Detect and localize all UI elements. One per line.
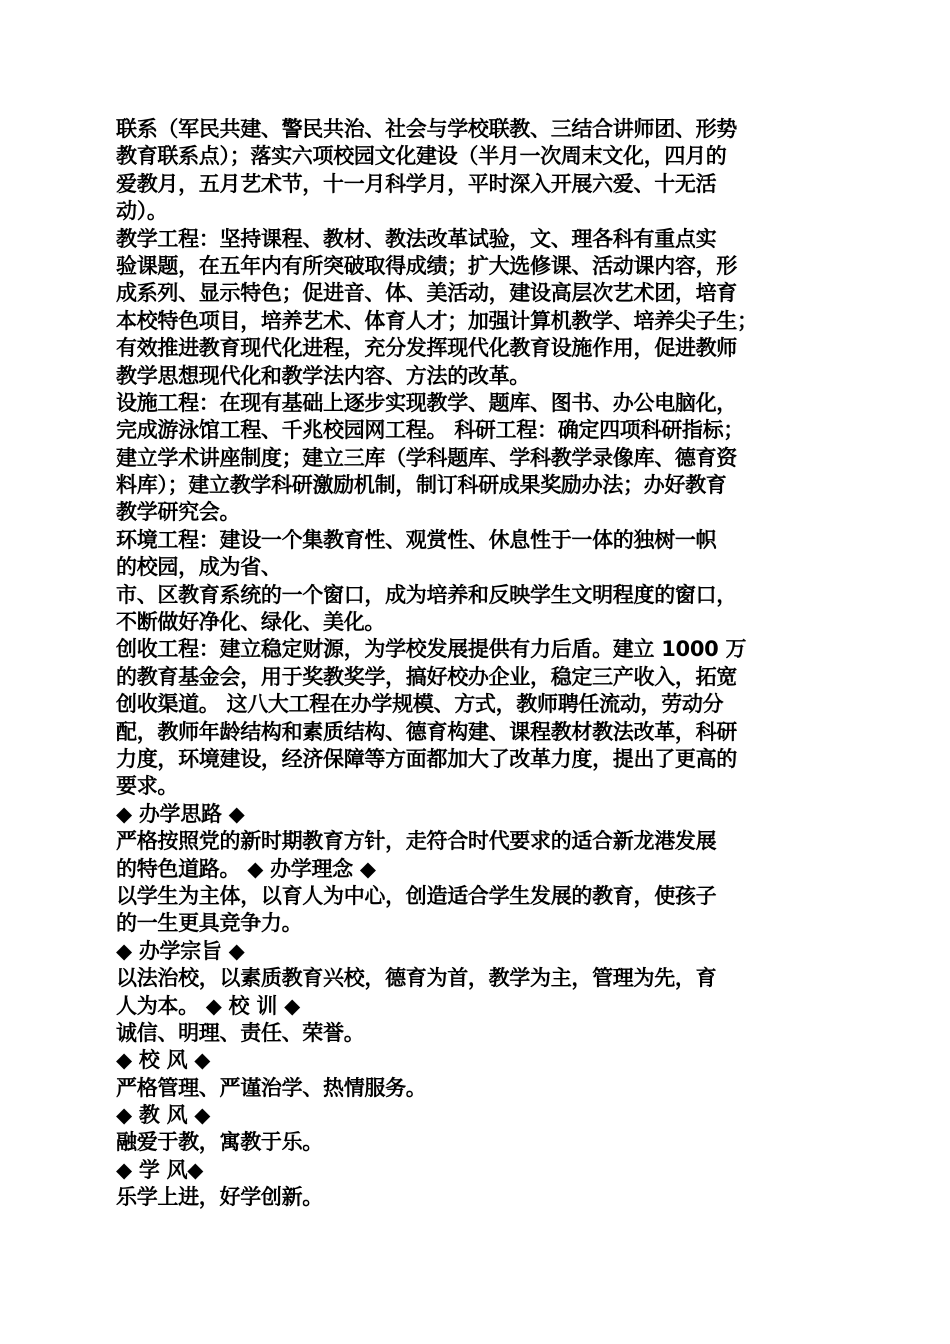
text-line: 市、区教育系统的一个窗口，成为培养和反映学生文明程度的窗口， (116, 582, 737, 607)
text-line: 乐学上进，好学创新。 (116, 1185, 323, 1210)
text-line: 人为本。 ◆ 校 训 ◆ (116, 993, 300, 1018)
text-line: 成系列、显示特色；促进音、体、美活动，建设高层次艺术团，培育 (116, 281, 737, 306)
text-line: 诚信、明理、责任、荣誉。 (116, 1020, 365, 1045)
text-line: 的特色道路。 ◆ 办学理念 ◆ (116, 856, 376, 881)
text-line: 教学工程：坚持课程、教材、教法改革试验，文、理各科有重点实 (116, 226, 717, 251)
section-heading: ◆ 学 风◆ (116, 1157, 204, 1182)
text-line: 严格按照党的新时期教育方针，走符合时代要求的适合新龙港发展 (116, 829, 717, 854)
text-line: 融爱于教，寓教于乐。 (116, 1130, 323, 1155)
text-line: 教学思想现代化和教学法内容、方法的改革。 (116, 363, 530, 388)
text-line: 本校特色项目，培养艺术、体育人才；加强计算机教学、培养尖子生； (116, 308, 758, 333)
text-line: 以学生为主体，以育人为中心，创造适合学生发展的教育，使孩子 (116, 883, 717, 908)
text-line: 建立学术讲座制度；建立三库（学科题库、学科教学录像库、德育资 (116, 445, 737, 470)
text-line: 力度，环境建设，经济保障等方面都加大了改革力度，提出了更高的 (116, 746, 737, 771)
text-line: 的教育基金会，用于奖教奖学，搞好校办企业，稳定三产收入，拓宽 (116, 664, 737, 689)
text-line: 创收工程：建立稳定财源，为学校发展提供有力后盾。建立 1000 万 (116, 637, 747, 662)
text-line: 设施工程：在现有基础上逐步实现教学、题库、图书、办公电脑化， (116, 390, 737, 415)
text-line: 爱教月，五月艺术节，十一月科学月，平时深入开展六爱、十无活 (116, 171, 717, 196)
text-line: 以法治校，以素质教育兴校，德育为首，教学为主，管理为先，育 (116, 966, 717, 991)
text-line: 要求。 (116, 774, 179, 799)
section-heading: ◆ 校 风 ◆ (116, 1048, 211, 1073)
text-line: 环境工程：建设一个集教育性、观赏性、休息性于一体的独树一帜 (116, 527, 717, 552)
section-heading: ◆ 教 风 ◆ (116, 1103, 211, 1128)
document-body (116, 116, 846, 1212)
text-line: 教学研究会。 (116, 500, 241, 525)
text-line: 教育联系点）；落实六项校园文化建设（半月一次周末文化，四月的 (116, 144, 727, 169)
text-line: 的一生更具竞争力。 (116, 911, 303, 936)
text-line: 动）。 (116, 199, 168, 224)
text-line: 的校园，成为省、 (116, 555, 282, 580)
text-line: 有效推进教育现代化进程，充分发挥现代化教育设施作用，促进教师 (116, 336, 737, 361)
section-heading: ◆ 办学宗旨 ◆ (116, 938, 245, 963)
text-line: 联系（军民共建、警民共治、社会与学校联教、三结合讲师团、形势 (116, 117, 737, 141)
text-line: 配，教师年龄结构和素质结构、德育构建、课程教材教法改革，科研 (116, 719, 737, 744)
text-line: 验课题，在五年内有所突破取得成绩；扩大选修课、活动课内容，形 (116, 253, 737, 278)
text-line: 创收渠道。 这八大工程在办学规模、方式，教师聘任流动，劳动分 (116, 692, 724, 717)
text-line: 严格管理、严谨治学、热情服务。 (116, 1075, 427, 1100)
text-line: 料库）；建立教学科研激励机制，制订科研成果奖励办法；办好教育 (116, 473, 727, 498)
section-heading: ◆ 办学思路 ◆ (116, 801, 245, 826)
text-line: 完成游泳馆工程、千兆校园网工程。 科研工程：确定四项科研指标； (116, 418, 745, 443)
text-line: 不断做好净化、绿化、美化。 (116, 610, 386, 635)
